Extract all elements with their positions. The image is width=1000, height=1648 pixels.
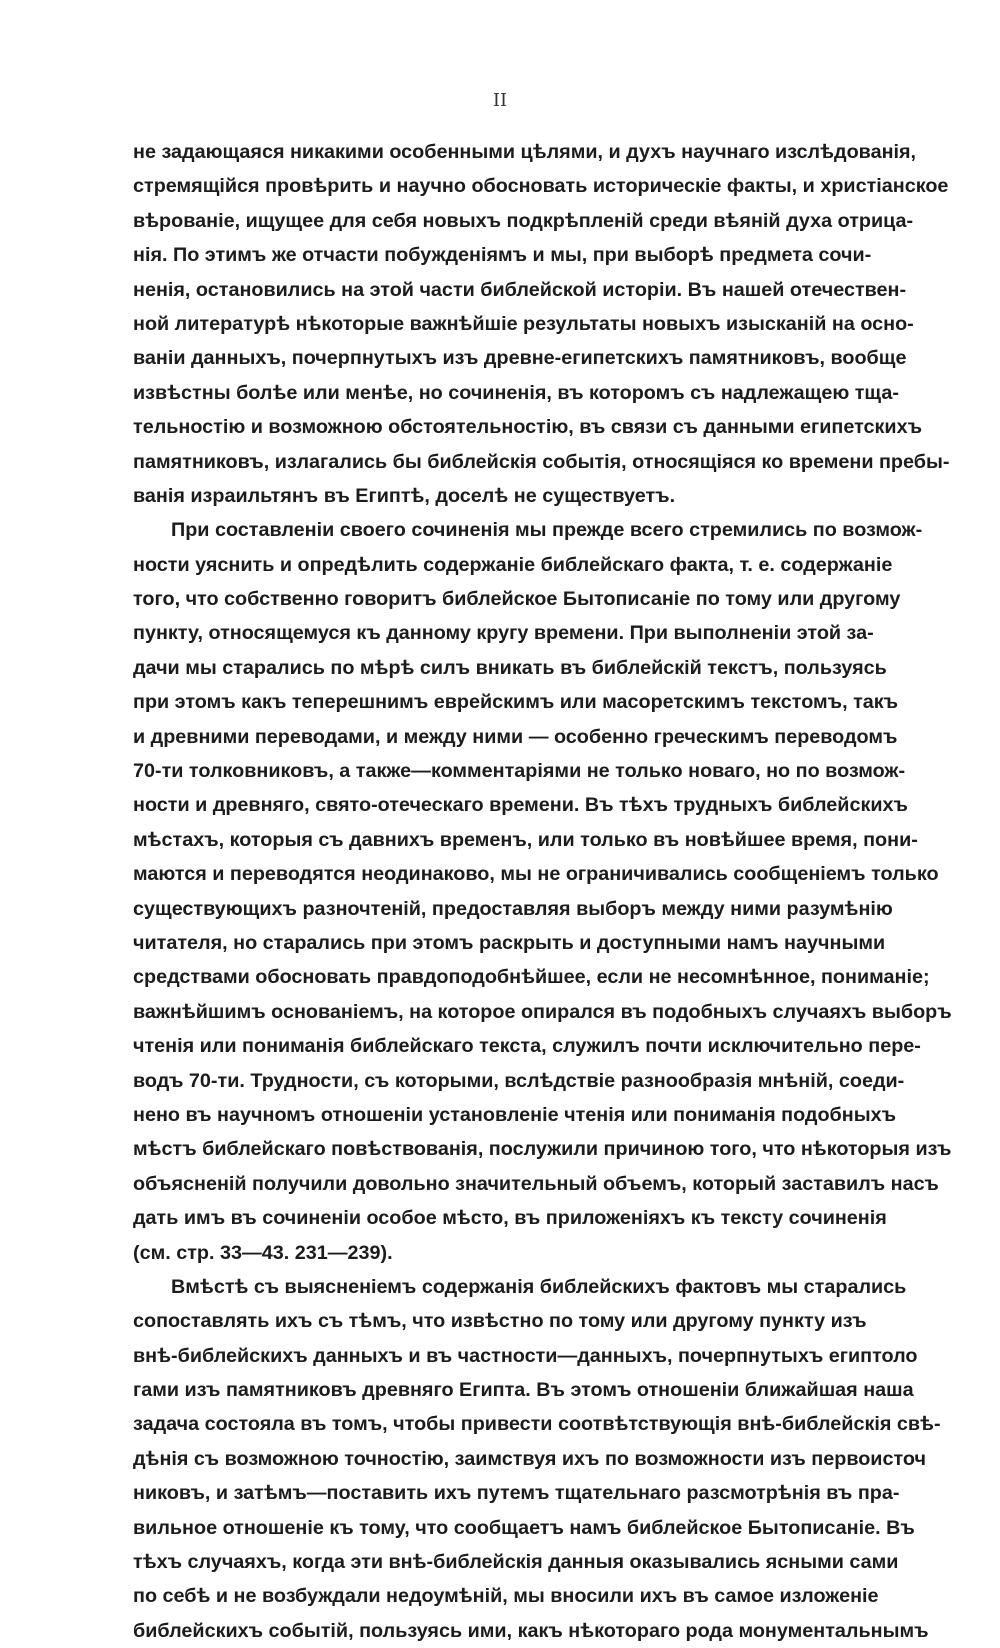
text-line: ности уяснить и опредѣлить содержаніе библейскаго факта, т. е. содержаніе bbox=[133, 553, 893, 576]
text-line: существующихъ разночтеній, предоставляя выборъ между ними разумѣнію bbox=[133, 897, 893, 920]
text-line: нено въ научномъ отношеніи установленіе чтенія или пониманія подобныхъ bbox=[133, 1103, 897, 1126]
text-line: важнѣйшимъ основаніемъ, на которое опирался въ подобныхъ случаяхъ выборъ bbox=[133, 1000, 952, 1023]
text-line: мѣстахъ, которыя съ давнихъ временъ, или только въ новѣйшее время, пони- bbox=[133, 828, 918, 851]
text-line: вильное отношеніе къ тому, что сообщаетъ намъ библейское Бытописаніе. Въ bbox=[133, 1516, 915, 1539]
paragraph bbox=[133, 513, 952, 1270]
text-line: извѣстны болѣе или менѣе, но сочиненія, въ которомъ съ надлежащею тща- bbox=[133, 381, 899, 404]
text-line: пункту, относящемуся къ данному кругу времени. При выполненіи этой за- bbox=[133, 622, 874, 645]
text-line: не задающаяся никакими особенными цѣлями, и духъ научнаго изслѣдованія, bbox=[133, 141, 917, 163]
text-line: маются и переводятся неодинаково, мы не ограничивались сообщеніемъ только bbox=[133, 863, 939, 886]
text-line: тѣхъ случаяхъ, когда эти внѣ-библейскія данныя оказывались ясными сами bbox=[133, 1551, 899, 1574]
text-line: ваніи данныхъ, почерпнутыхъ изъ древне-египетскихъ памятниковъ, вообще bbox=[133, 347, 907, 370]
text-line: сопоставлять ихъ съ тѣмъ, что извѣстно по тому или другому пункту изъ bbox=[133, 1310, 867, 1333]
text-line: Вмѣстѣ съ выясненіемъ содержанія библейскихъ фактовъ мы старались bbox=[171, 1275, 907, 1298]
text-line: по себѣ и не возбуждали недоумѣній, мы вносили ихъ въ самое изложеніе bbox=[133, 1585, 879, 1608]
text-line: внѣ-библейскихъ данныхъ и въ частности—данныхъ, почерпнутыхъ египтоло bbox=[133, 1344, 918, 1367]
text-line: дачи мы старались по мѣрѣ силъ вникать въ библейскій текстъ, пользуясь bbox=[133, 656, 887, 679]
text-line: объясненій получили довольно значительный объемъ, который заставилъ насъ bbox=[133, 1172, 939, 1195]
text-line: ненія, остановились на этой части библейской исторіи. Въ нашей отечествен- bbox=[133, 278, 907, 301]
text-line: читателя, но старались при этомъ раскрыть и доступными намъ научными bbox=[133, 931, 886, 954]
text-line: 70-ти толковниковъ, а также—комментаріями не только новаго, но по возмож- bbox=[133, 760, 906, 783]
text-line: вѣрованіе, ищущее для себя новыхъ подкрѣпленій среди вѣяній духа отрица- bbox=[133, 209, 914, 232]
text-line: памятниковъ, излагались бы библейскія событія, относящіяся ко времени пребы- bbox=[133, 450, 950, 473]
text-line: дѣнія съ возможною точностію, заимствуя ихъ по возможности изъ первоисточ bbox=[133, 1447, 926, 1470]
text-line: средствами обосновать правдоподобнѣйшее, если не несомнѣнное, пониманіе; bbox=[133, 966, 930, 989]
paragraph bbox=[133, 1270, 941, 1648]
text-line: ной литературѣ нѣкоторые важнѣйшіе результаты новыхъ изысканій на осно- bbox=[133, 312, 914, 335]
text-line: и древними переводами, и между ними — особенно греческимъ переводомъ bbox=[133, 725, 898, 748]
page-number: II bbox=[492, 90, 508, 111]
text-line: никовъ, и затѣмъ—поставить ихъ путемъ тщательнаго разсмотрѣнія въ пра- bbox=[133, 1482, 900, 1505]
text-line: стремящійся провѣрить и научно обосновать историческіе факты, и христіанское bbox=[133, 175, 949, 198]
text-line: библейскихъ событій, пользуясь ими, какъ нѣкотораго рода монументальнымъ bbox=[133, 1619, 929, 1642]
text-line: того, что собственно говоритъ библейское Бытописаніе по тому или другому bbox=[133, 588, 901, 611]
body-text bbox=[133, 135, 952, 1648]
text-line: гами изъ памятниковъ древняго Египта. Въ этомъ отношеніи ближайшая наша bbox=[133, 1379, 914, 1402]
text-line: задача состояла въ томъ, чтобы привести соотвѣтствующія внѣ-библейскія свѣ- bbox=[133, 1413, 941, 1436]
text-line: чтенія или пониманія библейскаго текста, служилъ почти исключительно пере- bbox=[133, 1035, 921, 1058]
text-line: При составленіи своего сочиненія мы прежде всего стремились по возмож- bbox=[171, 519, 923, 542]
paragraph bbox=[133, 135, 950, 513]
text-line: водъ 70-ти. Трудности, съ которыми, вслѣдствіе разнообразія мнѣній, соеди- bbox=[133, 1069, 905, 1092]
text-line: тельностію и возможною обстоятельностію, въ связи съ данными египетскихъ bbox=[133, 416, 923, 439]
text-line: дать имъ въ сочиненіи особое мѣсто, въ приложеніяхъ къ тексту сочиненія bbox=[133, 1207, 887, 1230]
text-line: при этомъ какъ теперешнимъ еврейскимъ или масоретскимъ текстомъ, такъ bbox=[133, 691, 899, 714]
text-line: нія. По этимъ же отчасти побужденіямъ и мы, при выборѣ предмета сочи- bbox=[133, 244, 872, 267]
text-line: ности и древняго, свято-отеческаго времени. Въ тѣхъ трудныхъ библейскихъ bbox=[133, 794, 908, 817]
text-line: ванія израильтянъ въ Египтѣ, доселѣ не существуетъ. bbox=[133, 484, 676, 507]
text-line: (см. стр. 33—43. 231—239). bbox=[133, 1241, 393, 1264]
text-line: мѣстъ библейскаго повѣствованія, послужили причиною того, что нѣкоторыя изъ bbox=[133, 1138, 952, 1161]
